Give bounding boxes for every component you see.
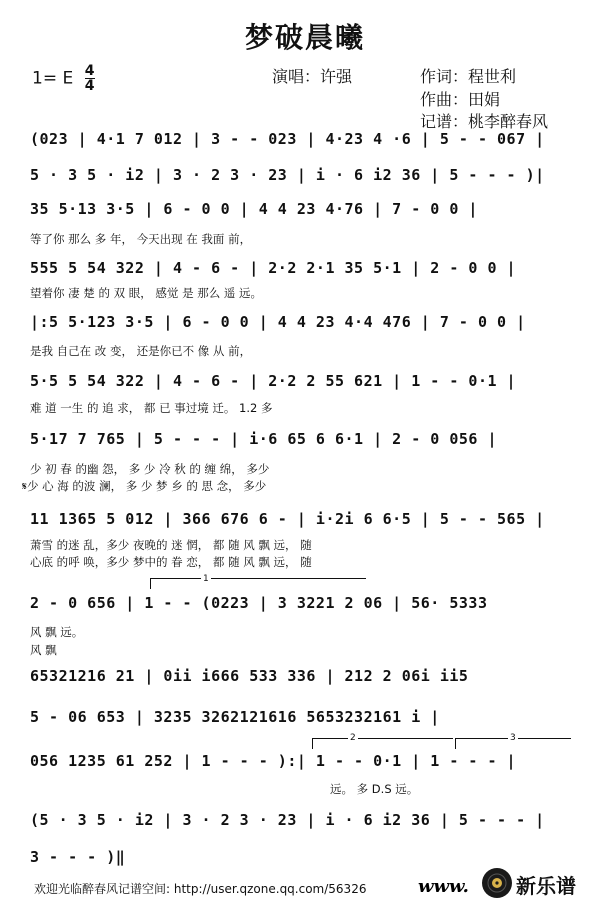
score-row-9: 2 - 0 656 | 1 - - (0223 | 3 3221 2 06 | 56· 5333 (30, 594, 488, 612)
score-row-10: 65321216 21 | 0ii i666 533 336 | 212 2 06i ii5 (30, 667, 469, 685)
song-title: 梦破晨曦 (244, 21, 365, 54)
watermark-url: www. (418, 876, 469, 897)
score-row-1: (023 | 4·1 7 012 | 3 - - 023 | 4·23 4 ·6 | 5 - - 067 | (30, 130, 545, 148)
ending-label-3: 3 (510, 733, 516, 743)
ending-label-1: 1 (203, 574, 209, 584)
score-row-11: 5 - 06 653 | 3235 3262121616 5653232161 i | (30, 708, 440, 726)
logo-disc-icon (482, 868, 512, 898)
lyric-row-3: 等了你 那么 多 年， 今天出现 在 我面 前， (30, 232, 252, 246)
lyric-row-9b: 风 飘 (30, 643, 57, 657)
score-row-2: 5 · 3 5 · i2 | 3 · 2 3 · 23 | i · 6 i2 36 | 5 - - - )| (30, 166, 545, 184)
footer-text: 欢迎光临醉春风记谱空间: http://user.qzone.qq.com/56326 (34, 882, 367, 896)
score-row-5: |:5 5·123 3·5 | 6 - 0 0 | 4 4 23 4·4 476 | 7 - 0 0 | (30, 313, 526, 331)
lyric-row-5: 是我 自己在 改 变， 还是你已不 像 从 前， (30, 344, 252, 358)
score-row-8: 11 1365 5 012 | 366 676 6 - | i·2i 6 6·5 | 5 - - 565 | (30, 510, 545, 528)
lyric-row-7a: 少 初 春 的幽 怨， 多 少 冷 秋 的 缠 绵， 多少 (30, 462, 270, 476)
lyricist-credit: 作词：程世利 (420, 67, 517, 86)
score-row-4: 555 5 54 322 | 4 - 6 - | 2·2 2·1 35 5·1 | 2 - 0 0 | (30, 259, 517, 277)
score-row-6: 5·5 5 54 322 | 4 - 6 - | 2·2 2 55 621 | 1 - - 0·1 | (30, 372, 517, 390)
singer-credit: 演唱：许强 (272, 67, 353, 86)
score-row-13: (5 · 3 5 · i2 | 3 · 2 3 · 23 | i · 6 i2 36 | 5 - - - | (30, 811, 545, 829)
score-row-14: 3 - - - )‖ (30, 848, 126, 866)
time-signature-bottom: 4 (84, 78, 95, 94)
ending-bracket-2 (312, 738, 453, 749)
composer-credit: 作曲：田娟 (420, 90, 501, 109)
ending-bracket-1 (150, 578, 366, 589)
transcriber-credit: 记谱：桃李醉春风 (420, 112, 549, 131)
time-signature (85, 64, 95, 93)
lyric-row-7b: 𝄋少 心 海 的波 澜， 多 少 梦 乡 的 思 念， 多少 (22, 479, 267, 493)
key-signature (32, 64, 95, 93)
score-row-3: 35 5·13 3·5 | 6 - 0 0 | 4 4 23 4·76 | 7 - 0 0 | (30, 200, 478, 218)
score-row-12: 056 1235 61 252 | 1 - - - ):| 1 - - 0·1 | 1 - - - | (30, 752, 517, 770)
logo-text: 新乐谱 (516, 874, 576, 898)
lyric-row-6: 难 道 一生 的 追 求， 都 已 事过境 迁。 1.2 多 (30, 401, 273, 415)
ending-label-2: 2 (350, 733, 356, 743)
lyric-row-4: 望着你 凄 楚 的 双 眼， 感觉 是 那么 遥 远。 (30, 286, 263, 300)
lyric-row-8b: 心底 的呼 唤，多少 梦中的 眷 恋， 都 随 风 飘 远， 随 (30, 555, 312, 569)
lyric-row-8a: 萧雪 的迷 乱，多少 夜晚的 迷 惘， 都 随 风 飘 远， 随 (30, 538, 312, 552)
key-label: 1= E (32, 68, 74, 89)
score-row-7: 5·17 7 765 | 5 - - - | i·6 65 6 6·1 | 2 - 0 056 | (30, 430, 498, 448)
lyric-row-9a: 风 飘 远。 (30, 625, 84, 639)
time-signature-top: 4 (84, 63, 95, 79)
lyric-row-12: 远。 多 D.S 远。 (330, 782, 419, 796)
